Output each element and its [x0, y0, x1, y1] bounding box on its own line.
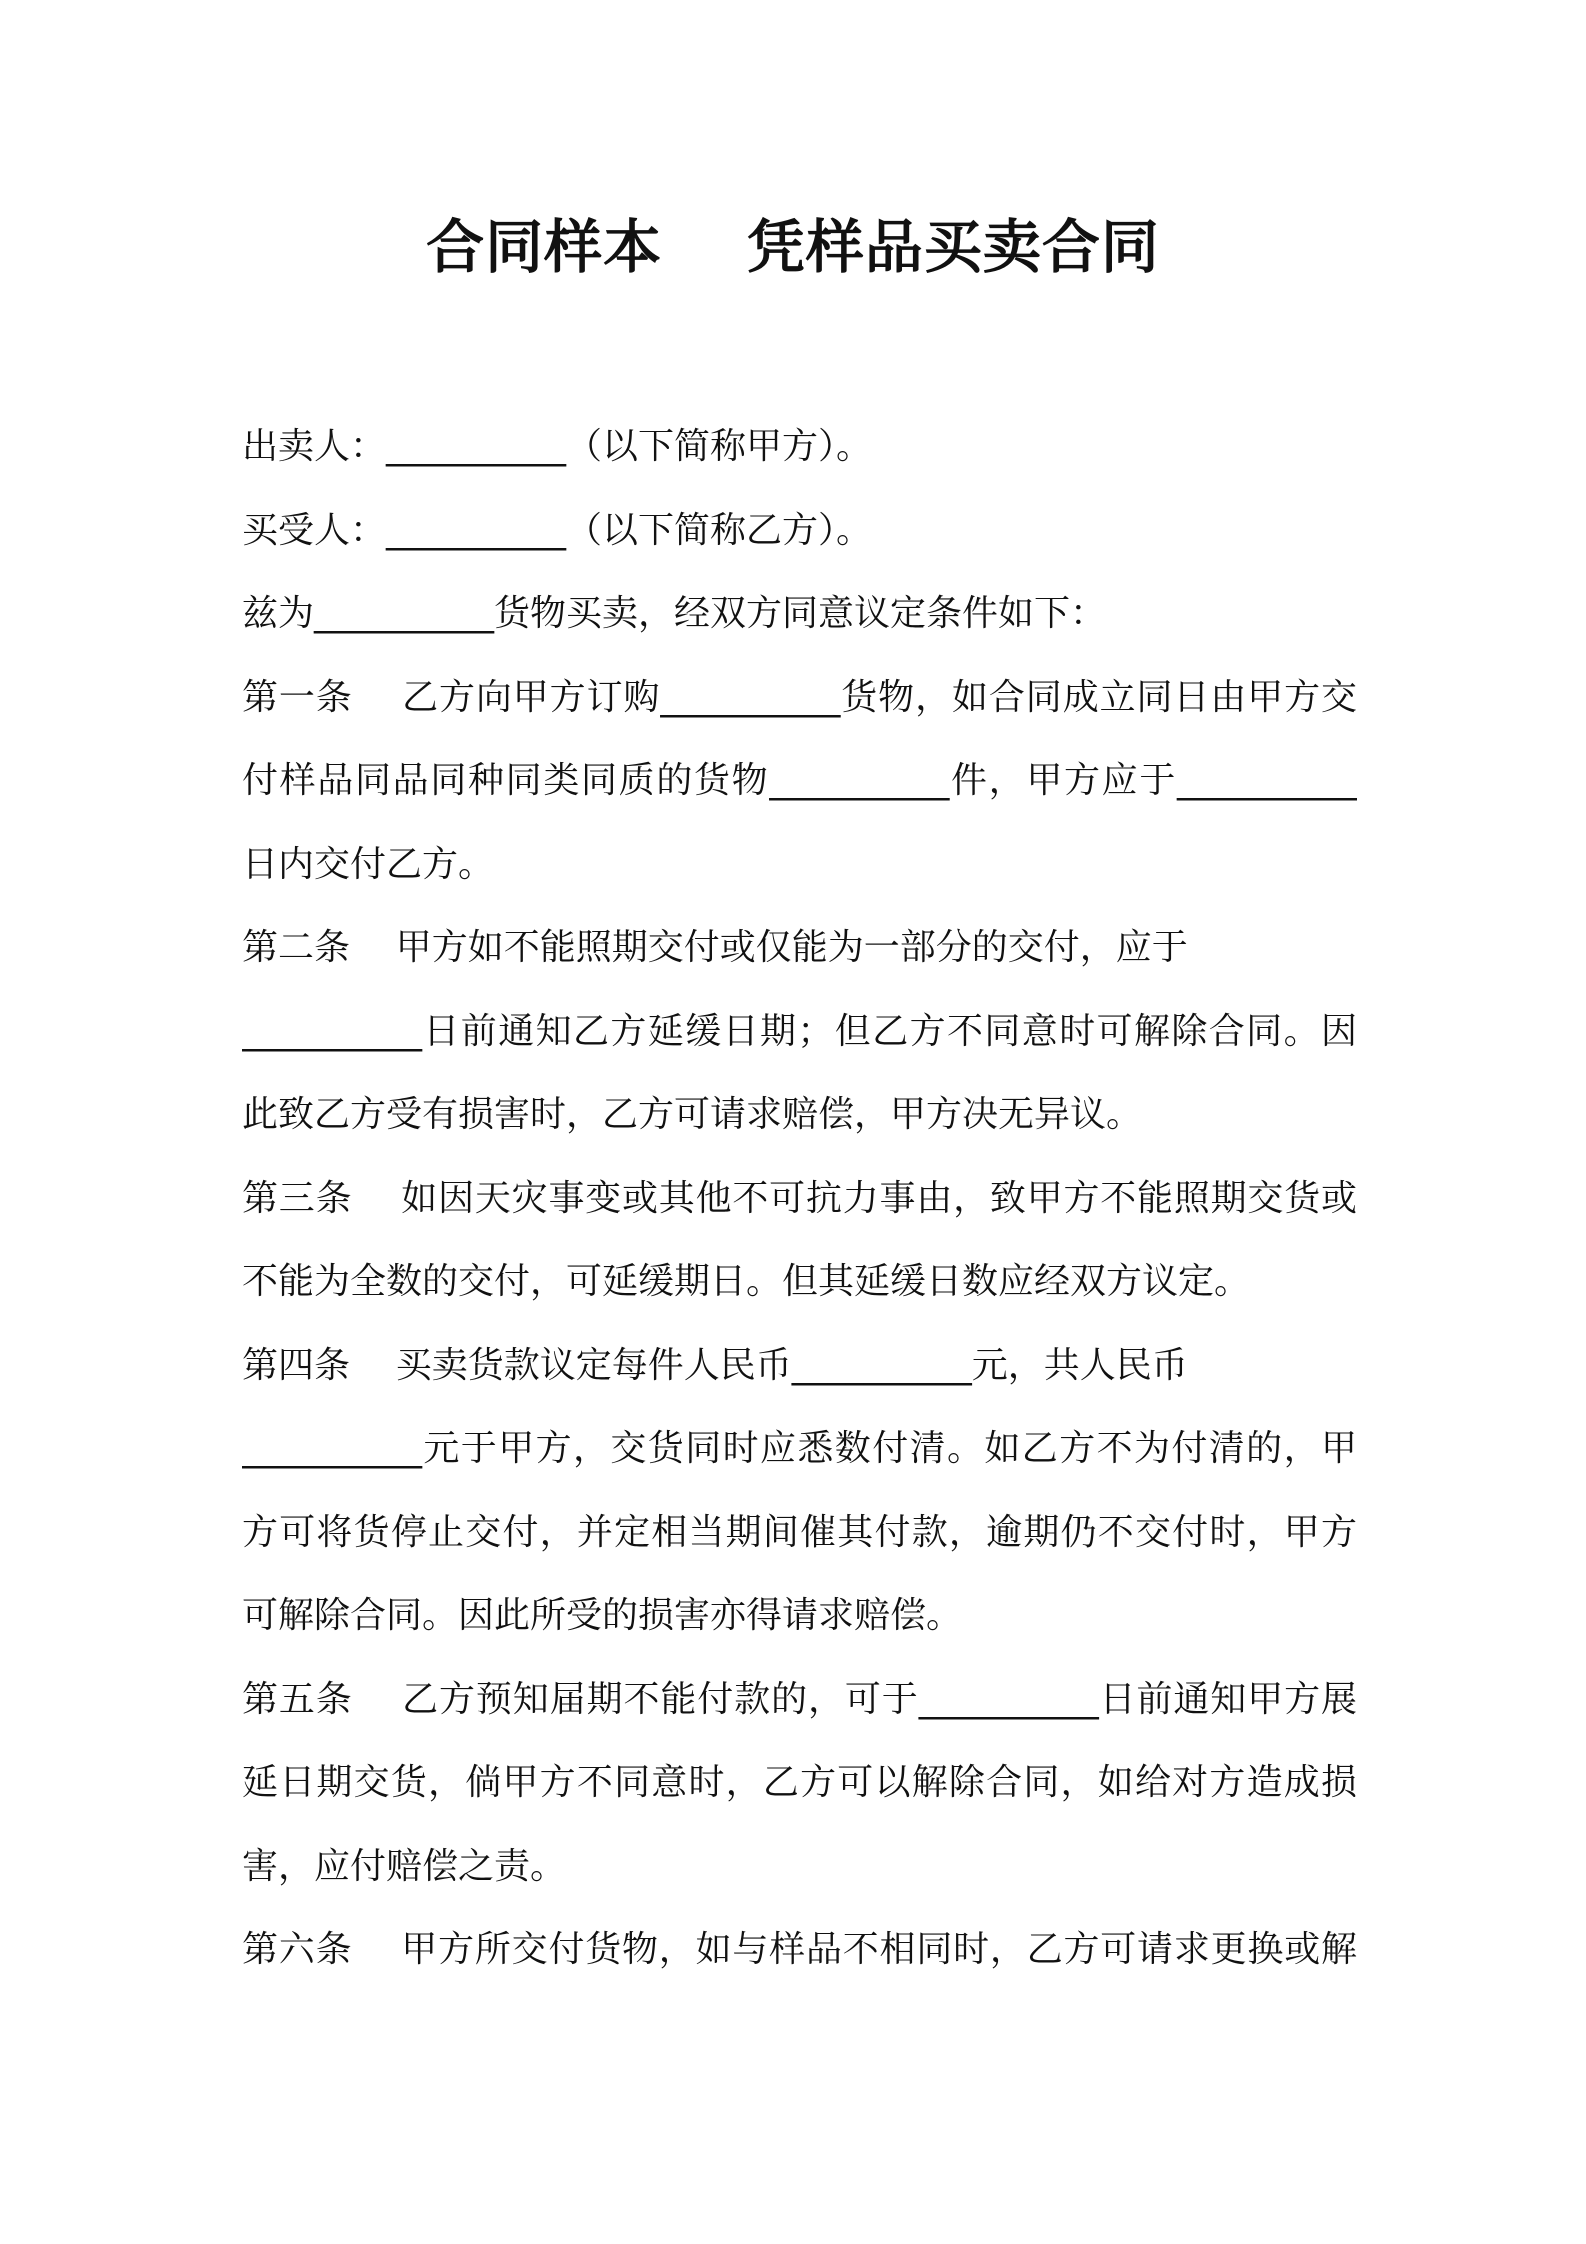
article-2-line-2: __________日前通知乙方延缓日期；但乙方不同意时可解除合同。因 — [242, 1010, 1357, 1052]
article-3-line-1: 第三条 如因天灾事变或其他不可抗力事由，致甲方不能照期交货或 — [242, 1177, 1357, 1219]
article-3-line-2: 不能为全数的交付，可延缓期日。但其延缓日数应经双方议定。 — [242, 1261, 1251, 1302]
article-4-line-3: 方可将货停止交付，并定相当期间催其付款，逾期仍不交付时，甲方 — [242, 1511, 1357, 1553]
buyer-line: 买受人：__________（以下简称乙方）。 — [242, 509, 873, 551]
article-1-line-1: 第一条 乙方向甲方订购__________货物，如合同成立同日由甲方交 — [242, 676, 1357, 718]
article-2-line-3: 此致乙方受有损害时，乙方可请求赔偿，甲方决无异议。 — [242, 1094, 1143, 1135]
contract-body — [242, 405, 1357, 1992]
article-1-line-2: 付样品同品同种同类同质的货物__________件，甲方应于__________ — [242, 760, 1357, 801]
article-6-line-1: 第六条 甲方所交付货物，如与样品不相同时，乙方可请求更换或解 — [242, 1929, 1357, 1970]
article-5-line-1: 第五条 乙方预知届期不能付款的，可于__________日前通知甲方展 — [242, 1678, 1357, 1720]
seller-line: 出卖人：__________（以下简称甲方）。 — [242, 426, 873, 467]
article-4-line-2: __________元于甲方，交货同时应悉数付清。如乙方不为付清的，甲 — [242, 1428, 1357, 1469]
document-title: 合同样本 凭样品买卖合同 — [426, 213, 1160, 281]
article-4-line-1: 第四条 买卖货款议定每件人民币__________元，共人民币 — [242, 1344, 1188, 1386]
article-5-line-3: 害，应付赔偿之责。 — [242, 1845, 567, 1887]
article-2-line-1: 第二条 甲方如不能照期交付或仅能为一部分的交付，应于 — [242, 927, 1188, 968]
article-4-line-4: 可解除合同。因此所受的损害亦得请求赔偿。 — [242, 1595, 963, 1636]
preamble-line: 兹为__________货物买卖，经双方同意议定条件如下： — [242, 593, 1107, 634]
article-5-line-2: 延日期交货，倘甲方不同意时，乙方可以解除合同，如给对方造成损 — [242, 1762, 1357, 1803]
article-1-line-3: 日内交付乙方。 — [242, 843, 495, 885]
